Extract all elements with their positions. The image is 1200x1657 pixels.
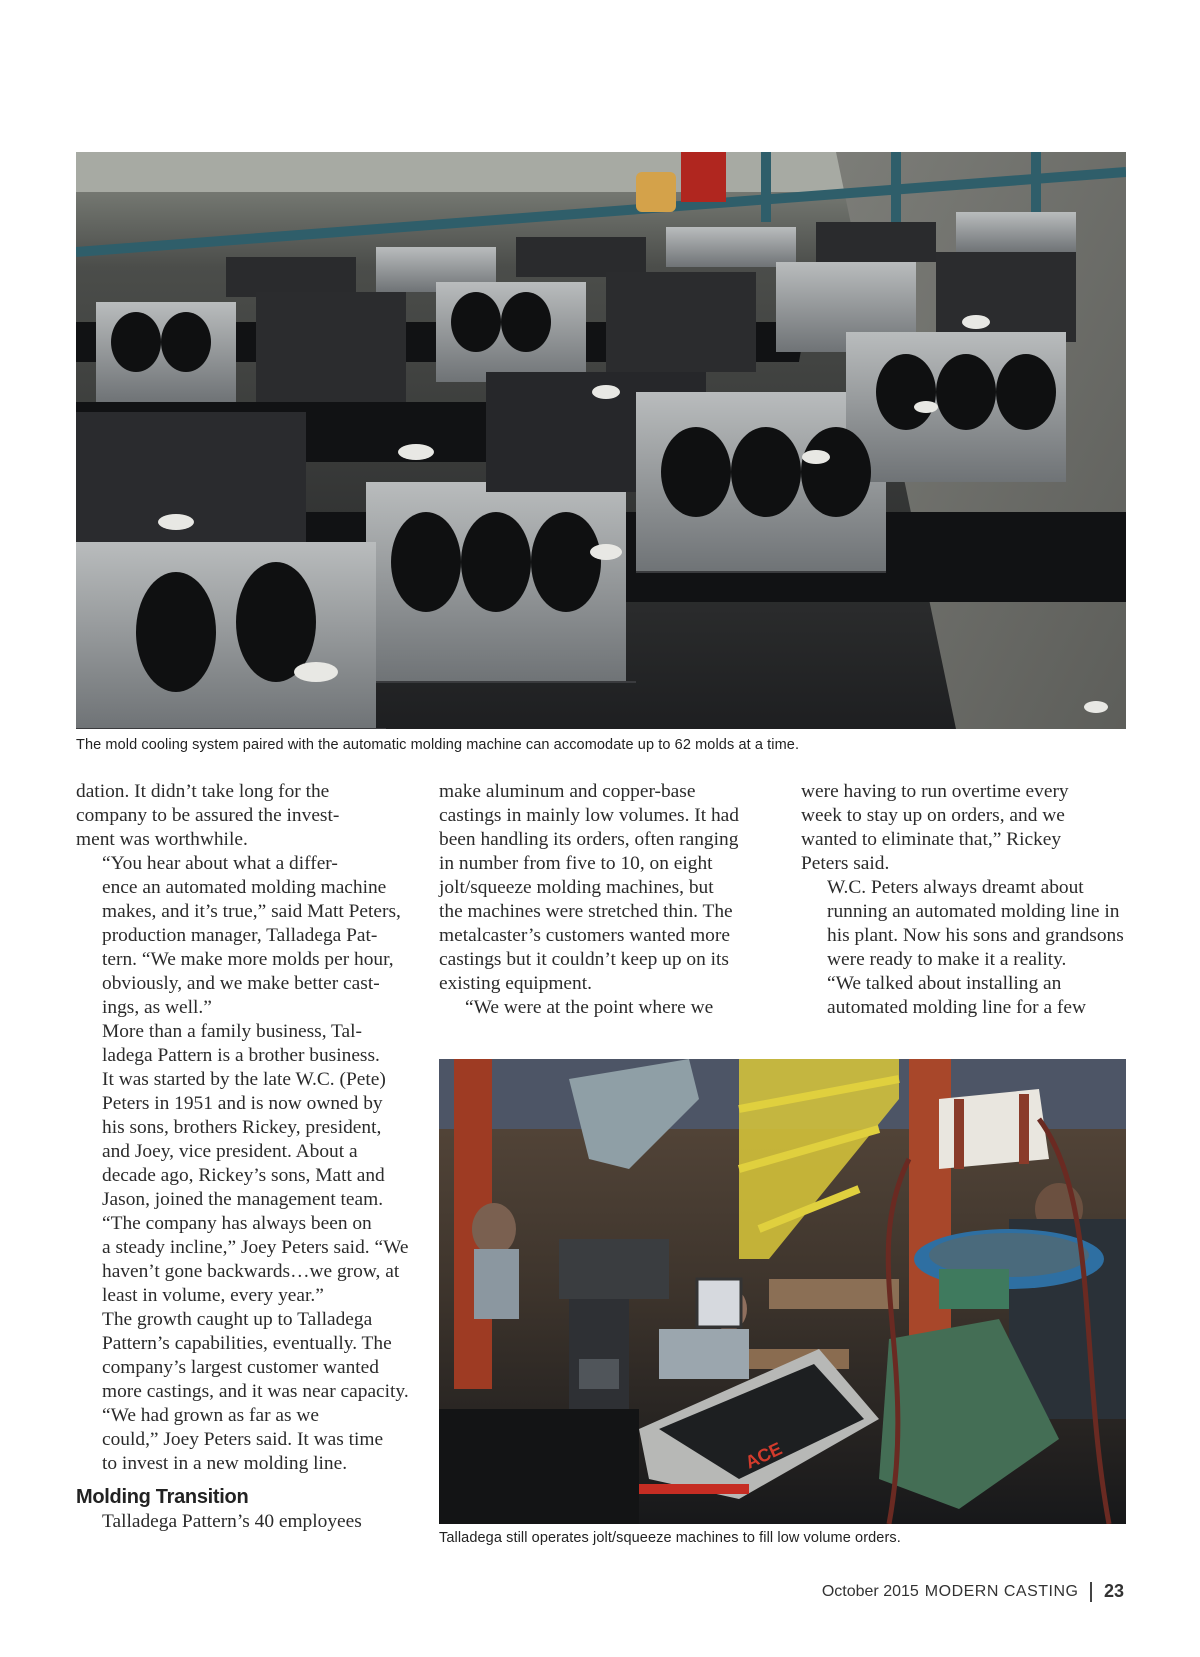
issue-date: October 2015 — [821, 1582, 919, 1600]
text-line: “We were at the point where we — [465, 997, 714, 1018]
text-line: Peters in 1951 and is now owned by — [102, 1093, 383, 1114]
text-line: his sons, brothers Rickey, president, — [102, 1117, 382, 1138]
page-number: 23 — [1103, 1581, 1124, 1601]
text-line: more castings, and it was near capacity. — [102, 1381, 409, 1402]
mold-cooling-illustration — [76, 152, 1126, 729]
text-line: existing equipment. — [439, 973, 592, 994]
footer-divider — [1090, 1582, 1092, 1602]
text-line: Peters said. — [801, 853, 890, 874]
text-line: his plant. Now his sons and grandsons — [827, 925, 1124, 946]
paragraph — [76, 1404, 406, 1476]
text-column-3 — [801, 780, 1131, 1020]
text-line: to invest in a new molding line. — [102, 1453, 348, 1474]
text-line: the machines were stretched thin. The — [439, 901, 733, 922]
text-line: were having to run overtime every — [801, 781, 1069, 802]
paragraph — [801, 876, 1131, 972]
text-line: ings, as well.” — [102, 997, 212, 1018]
text-line: decade ago, Rickey’s sons, Matt and — [102, 1165, 385, 1186]
paragraph — [76, 1212, 409, 1308]
text-column-1 — [76, 780, 409, 1534]
text-line: and Joey, vice president. About a — [102, 1141, 358, 1162]
paragraph — [76, 780, 406, 852]
text-line: company to be assured the invest- — [76, 805, 340, 826]
paragraph — [76, 852, 406, 1020]
foundry-workers-illustration — [439, 1059, 1126, 1524]
text-line: Talladega Pattern’s 40 employees — [102, 1511, 362, 1532]
text-line: Jason, joined the management team. — [102, 1189, 384, 1210]
text-line: running an automated molding line in — [827, 901, 1120, 922]
text-line: ladega Pattern is a brother business. — [102, 1045, 380, 1066]
paragraph — [439, 996, 769, 1020]
text-line: metalcaster’s customers wanted more — [439, 925, 730, 946]
text-line: W.C. Peters always dreamt about — [827, 877, 1084, 898]
photo-caption-top: The mold cooling system paired with the automatic molding machine can accomodate up to 62 molds at a time. — [76, 737, 800, 753]
text-line: “We had grown as far as we — [102, 1405, 320, 1426]
text-line: company’s largest customer wanted — [102, 1357, 379, 1378]
text-line: make aluminum and copper-base — [439, 781, 696, 802]
paragraph — [76, 1510, 406, 1534]
text-line: makes, and it’s true,” said Matt Peters, — [102, 901, 401, 922]
text-line: in number from five to 10, on eight — [439, 853, 713, 874]
text-line: obviously, and we make better cast- — [102, 973, 380, 994]
text-line: jolt/squeeze molding machines, but — [439, 877, 714, 898]
text-line: dation. It didn’t take long for the — [76, 781, 330, 802]
paragraph — [801, 972, 1131, 1020]
text-line: could,” Joey Peters said. It was time — [102, 1429, 384, 1450]
text-line: tern. “We make more molds per hour, — [102, 949, 394, 970]
paragraph — [76, 1020, 406, 1212]
text-line: were ready to make it a reality. — [827, 949, 1067, 970]
photo-caption-bottom: Talladega still operates jolt/squeeze machines to fill low volume orders. — [439, 1530, 901, 1546]
text-line: castings but it couldn’t keep up on its — [439, 949, 729, 970]
photo-jolt-squeeze-machines — [439, 1059, 1126, 1524]
text-column-2 — [439, 780, 769, 1020]
text-line: It was started by the late W.C. (Pete) — [102, 1069, 386, 1090]
photo-mold-cooling-system — [76, 152, 1126, 729]
text-line: production manager, Talladega Pat- — [102, 925, 378, 946]
text-line: “You hear about what a differ- — [102, 853, 338, 874]
magazine-name: MODERN CASTING — [924, 1582, 1079, 1600]
text-line: haven’t gone backwards…we grow, at — [102, 1261, 400, 1282]
subhead-molding-transition: Molding Transition — [76, 1486, 249, 1508]
text-line: been handling its orders, often ranging — [439, 829, 739, 850]
text-line: ment was worthwhile. — [76, 829, 248, 850]
page-footer — [822, 1581, 1124, 1602]
text-line: “The company has always been on — [102, 1213, 372, 1234]
text-line: wanted to eliminate that,” Rickey — [801, 829, 1062, 850]
text-line: More than a family business, Tal- — [102, 1021, 363, 1042]
text-line: least in volume, every year.” — [102, 1285, 324, 1306]
text-line: The growth caught up to Talladega — [102, 1309, 373, 1330]
wheelbarrow-logo-text: ACE — [742, 1438, 786, 1473]
paragraph — [439, 780, 769, 996]
text-line: ence an automated molding machine — [102, 877, 387, 898]
text-line: automated molding line for a few — [827, 997, 1086, 1018]
text-line: week to stay up on orders, and we — [801, 805, 1065, 826]
text-line: a steady incline,” Joey Peters said. “We — [102, 1237, 409, 1258]
paragraph — [76, 1308, 409, 1404]
text-line: Pattern’s capabilities, eventually. The — [102, 1333, 392, 1354]
text-line: “We talked about installing an — [827, 973, 1062, 994]
paragraph — [801, 780, 1131, 876]
text-line: castings in mainly low volumes. It had — [439, 805, 739, 826]
